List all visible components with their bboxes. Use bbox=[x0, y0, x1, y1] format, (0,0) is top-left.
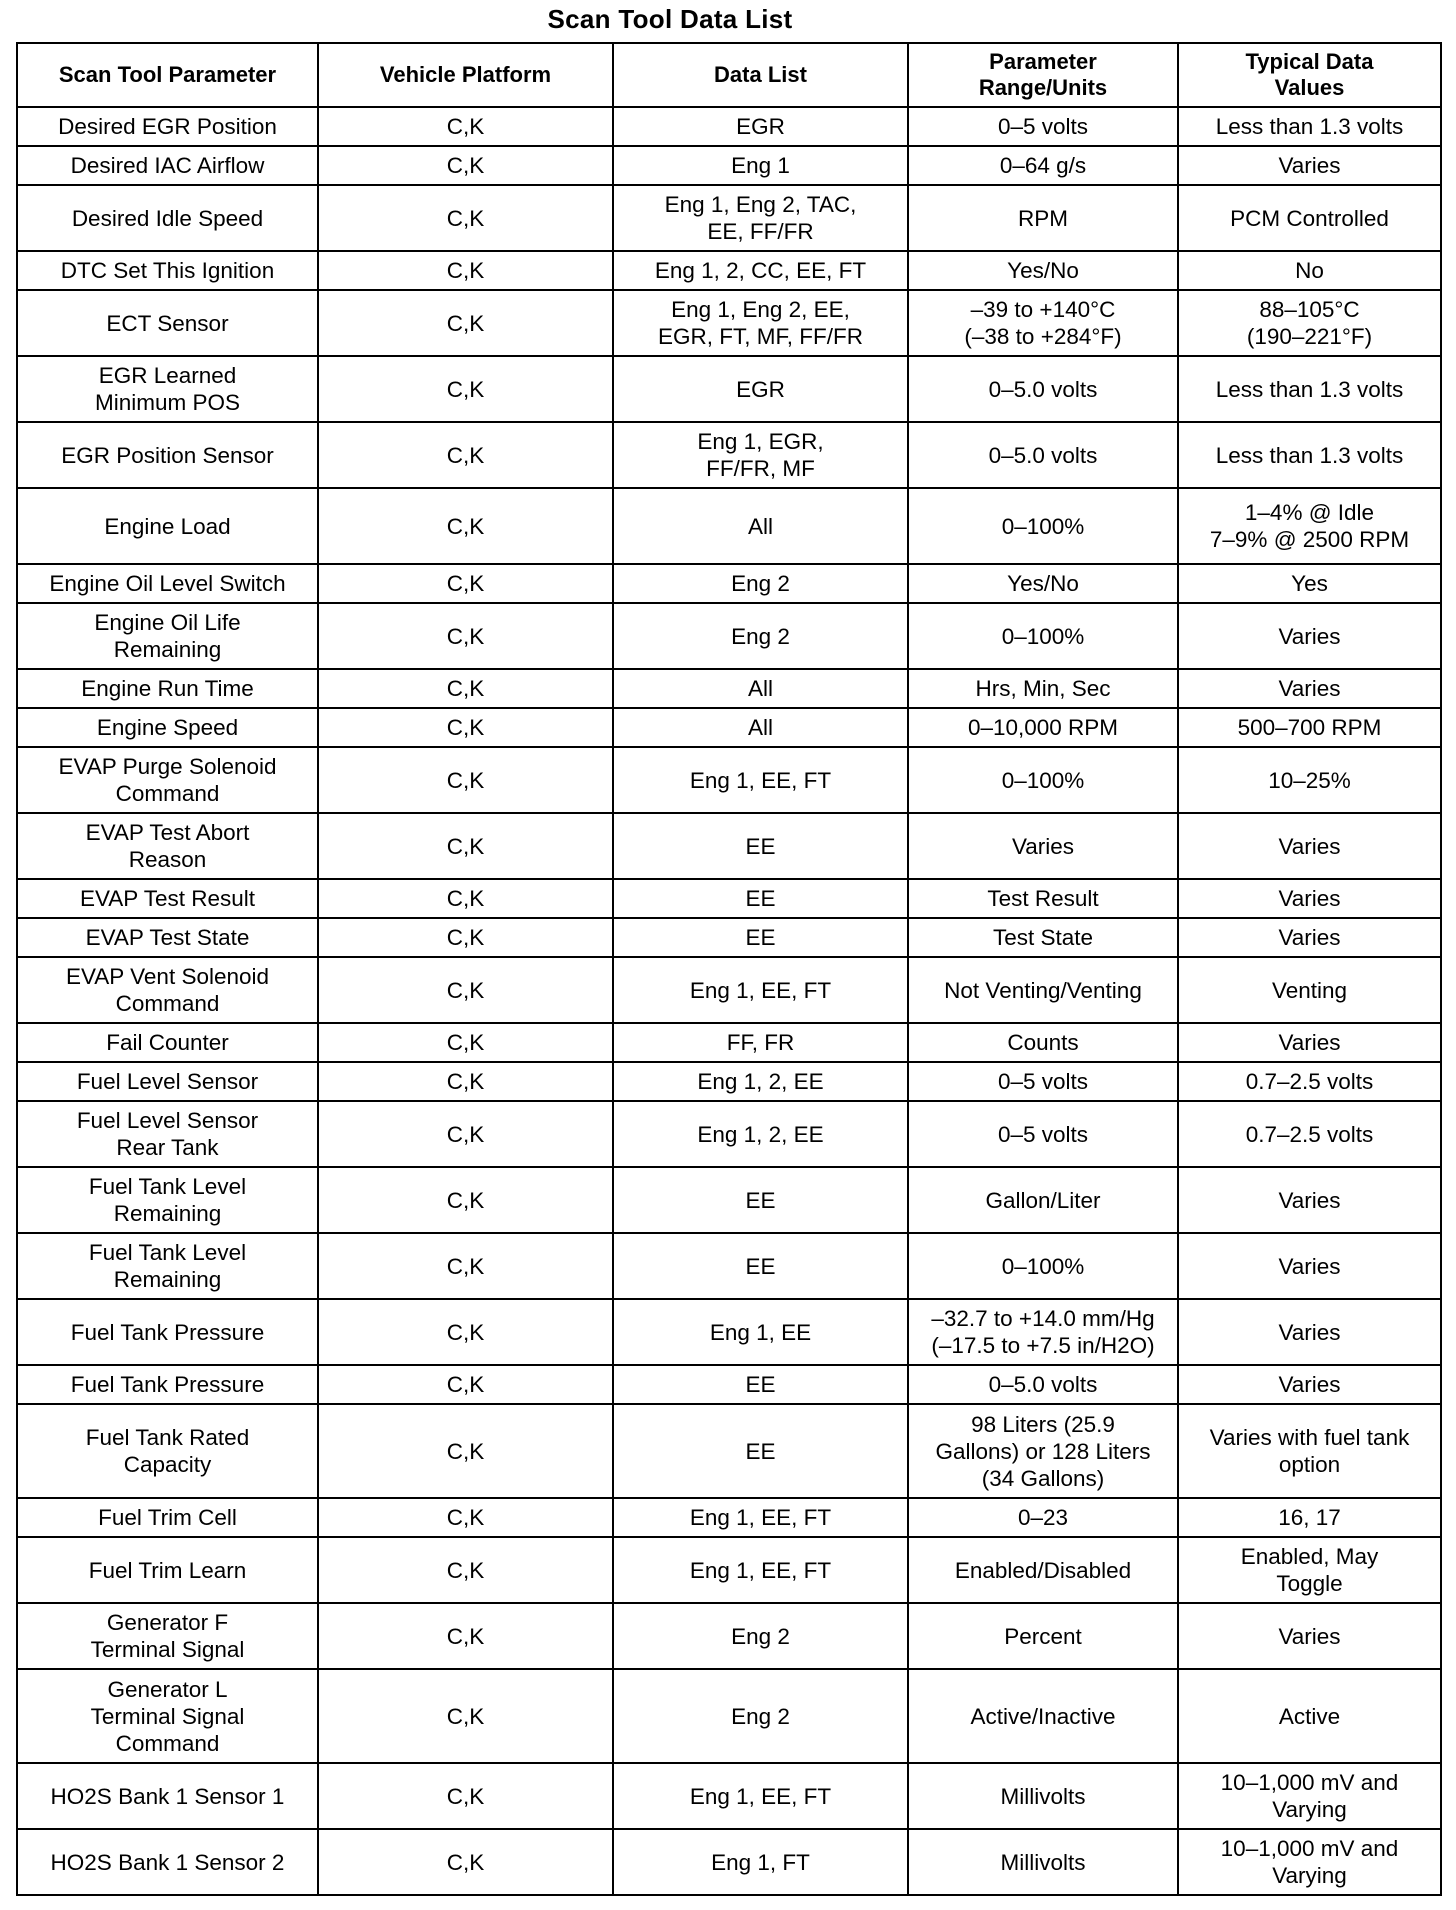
cell-vehicle-platform: C,K bbox=[318, 1299, 613, 1365]
cell-data-list: Eng 1, EE, FT bbox=[613, 747, 908, 813]
cell-vehicle-platform: C,K bbox=[318, 107, 613, 146]
cell-vehicle-platform: C,K bbox=[318, 879, 613, 918]
cell-typical-values: 10–1,000 mV and Varying bbox=[1178, 1829, 1441, 1895]
cell-vehicle-platform: C,K bbox=[318, 488, 613, 564]
table-row bbox=[17, 1404, 1441, 1498]
cell-range-units: Yes/No bbox=[908, 251, 1178, 290]
cell-vehicle-platform: C,K bbox=[318, 708, 613, 747]
cell-typical-values: Less than 1.3 volts bbox=[1178, 422, 1441, 488]
table-row bbox=[17, 1669, 1441, 1763]
cell-vehicle-platform: C,K bbox=[318, 1365, 613, 1404]
cell-typical-values: 0.7–2.5 volts bbox=[1178, 1101, 1441, 1167]
cell-typical-values: Varies bbox=[1178, 1233, 1441, 1299]
cell-parameter: Fuel Level Sensor Rear Tank bbox=[17, 1101, 318, 1167]
table-row bbox=[17, 1062, 1441, 1101]
cell-range-units: 0–5 volts bbox=[908, 1101, 1178, 1167]
table-row bbox=[17, 290, 1441, 356]
cell-typical-values: Less than 1.3 volts bbox=[1178, 107, 1441, 146]
cell-parameter: HO2S Bank 1 Sensor 1 bbox=[17, 1763, 318, 1829]
cell-data-list: Eng 2 bbox=[613, 1603, 908, 1669]
cell-data-list: Eng 1, EE bbox=[613, 1299, 908, 1365]
cell-typical-values: 500–700 RPM bbox=[1178, 708, 1441, 747]
header-row bbox=[17, 43, 1441, 107]
table-row bbox=[17, 957, 1441, 1023]
table-row bbox=[17, 879, 1441, 918]
cell-typical-values: Active bbox=[1178, 1669, 1441, 1763]
table-row bbox=[17, 1167, 1441, 1233]
cell-typical-values: Yes bbox=[1178, 564, 1441, 603]
cell-data-list: Eng 1, Eng 2, TAC, EE, FF/FR bbox=[613, 185, 908, 251]
header-data-list: Data List bbox=[613, 43, 908, 107]
cell-vehicle-platform: C,K bbox=[318, 1233, 613, 1299]
cell-vehicle-platform: C,K bbox=[318, 1167, 613, 1233]
cell-typical-values: Varies bbox=[1178, 918, 1441, 957]
table-row bbox=[17, 1233, 1441, 1299]
cell-range-units: 98 Liters (25.9 Gallons) or 128 Liters (34 Gallons) bbox=[908, 1404, 1178, 1498]
cell-range-units: 0–5.0 volts bbox=[908, 356, 1178, 422]
cell-range-units: Counts bbox=[908, 1023, 1178, 1062]
cell-parameter: EVAP Test State bbox=[17, 918, 318, 957]
cell-typical-values: Varies with fuel tank option bbox=[1178, 1404, 1441, 1498]
table-row bbox=[17, 708, 1441, 747]
cell-data-list: EE bbox=[613, 1365, 908, 1404]
cell-data-list: All bbox=[613, 669, 908, 708]
table-row bbox=[17, 918, 1441, 957]
cell-parameter: HO2S Bank 1 Sensor 2 bbox=[17, 1829, 318, 1895]
cell-parameter: ECT Sensor bbox=[17, 290, 318, 356]
cell-typical-values: No bbox=[1178, 251, 1441, 290]
table-row bbox=[17, 1365, 1441, 1404]
table-row bbox=[17, 1299, 1441, 1365]
cell-range-units: 0–5 volts bbox=[908, 1062, 1178, 1101]
cell-parameter: Desired IAC Airflow bbox=[17, 146, 318, 185]
table-row bbox=[17, 669, 1441, 708]
cell-vehicle-platform: C,K bbox=[318, 813, 613, 879]
cell-range-units: Test Result bbox=[908, 879, 1178, 918]
cell-parameter: Fuel Tank Level Remaining bbox=[17, 1167, 318, 1233]
cell-parameter: Engine Speed bbox=[17, 708, 318, 747]
cell-range-units: Millivolts bbox=[908, 1829, 1178, 1895]
cell-parameter: Desired Idle Speed bbox=[17, 185, 318, 251]
cell-vehicle-platform: C,K bbox=[318, 1498, 613, 1537]
cell-parameter: Engine Oil Life Remaining bbox=[17, 603, 318, 669]
cell-typical-values: 10–1,000 mV and Varying bbox=[1178, 1763, 1441, 1829]
cell-range-units: Yes/No bbox=[908, 564, 1178, 603]
cell-typical-values: Less than 1.3 volts bbox=[1178, 356, 1441, 422]
cell-parameter: Generator F Terminal Signal bbox=[17, 1603, 318, 1669]
cell-vehicle-platform: C,K bbox=[318, 1669, 613, 1763]
header-parameter-range-units: Parameter Range/Units bbox=[908, 43, 1178, 107]
cell-parameter: Fail Counter bbox=[17, 1023, 318, 1062]
cell-range-units: Enabled/Disabled bbox=[908, 1537, 1178, 1603]
table-row bbox=[17, 422, 1441, 488]
cell-data-list: Eng 2 bbox=[613, 564, 908, 603]
cell-data-list: Eng 1, EE, FT bbox=[613, 1763, 908, 1829]
cell-data-list: Eng 1, EE, FT bbox=[613, 1498, 908, 1537]
cell-typical-values: PCM Controlled bbox=[1178, 185, 1441, 251]
cell-range-units: Gallon/Liter bbox=[908, 1167, 1178, 1233]
cell-vehicle-platform: C,K bbox=[318, 290, 613, 356]
table-row bbox=[17, 107, 1441, 146]
cell-data-list: Eng 2 bbox=[613, 603, 908, 669]
cell-typical-values: Varies bbox=[1178, 669, 1441, 708]
cell-parameter: Engine Oil Level Switch bbox=[17, 564, 318, 603]
cell-range-units: 0–23 bbox=[908, 1498, 1178, 1537]
cell-data-list: Eng 1, FT bbox=[613, 1829, 908, 1895]
cell-parameter: Fuel Trim Cell bbox=[17, 1498, 318, 1537]
cell-typical-values: Varies bbox=[1178, 1023, 1441, 1062]
cell-parameter: EGR Position Sensor bbox=[17, 422, 318, 488]
cell-data-list: Eng 2 bbox=[613, 1669, 908, 1763]
header-scan-tool-parameter: Scan Tool Parameter bbox=[17, 43, 318, 107]
cell-range-units: RPM bbox=[908, 185, 1178, 251]
table-row bbox=[17, 488, 1441, 564]
header-vehicle-platform: Vehicle Platform bbox=[318, 43, 613, 107]
cell-data-list: All bbox=[613, 488, 908, 564]
cell-range-units: 0–5.0 volts bbox=[908, 422, 1178, 488]
cell-parameter: Fuel Trim Learn bbox=[17, 1537, 318, 1603]
table-row bbox=[17, 564, 1441, 603]
cell-parameter: DTC Set This Ignition bbox=[17, 251, 318, 290]
cell-range-units: Test State bbox=[908, 918, 1178, 957]
cell-range-units: Active/Inactive bbox=[908, 1669, 1178, 1763]
cell-range-units: 0–5.0 volts bbox=[908, 1365, 1178, 1404]
cell-vehicle-platform: C,K bbox=[318, 1101, 613, 1167]
cell-parameter: Fuel Tank Rated Capacity bbox=[17, 1404, 318, 1498]
cell-vehicle-platform: C,K bbox=[318, 1763, 613, 1829]
cell-range-units: –32.7 to +14.0 mm/Hg (–17.5 to +7.5 in/H2O) bbox=[908, 1299, 1178, 1365]
cell-typical-values: 1–4% @ Idle 7–9% @ 2500 RPM bbox=[1178, 488, 1441, 564]
cell-vehicle-platform: C,K bbox=[318, 251, 613, 290]
cell-parameter: Engine Load bbox=[17, 488, 318, 564]
cell-vehicle-platform: C,K bbox=[318, 603, 613, 669]
cell-range-units: Millivolts bbox=[908, 1763, 1178, 1829]
cell-data-list: EGR bbox=[613, 107, 908, 146]
cell-data-list: EE bbox=[613, 918, 908, 957]
cell-parameter: Generator L Terminal Signal Command bbox=[17, 1669, 318, 1763]
cell-typical-values: Varies bbox=[1178, 1603, 1441, 1669]
cell-parameter: Desired EGR Position bbox=[17, 107, 318, 146]
cell-range-units: 0–100% bbox=[908, 1233, 1178, 1299]
cell-range-units: Percent bbox=[908, 1603, 1178, 1669]
cell-typical-values: Varies bbox=[1178, 813, 1441, 879]
cell-parameter: EGR Learned Minimum POS bbox=[17, 356, 318, 422]
table-title: Scan Tool Data List bbox=[547, 4, 793, 34]
cell-typical-values: 10–25% bbox=[1178, 747, 1441, 813]
table-row bbox=[17, 185, 1441, 251]
cell-parameter: Fuel Level Sensor bbox=[17, 1062, 318, 1101]
cell-vehicle-platform: C,K bbox=[318, 1404, 613, 1498]
cell-typical-values: 88–105°C (190–221°F) bbox=[1178, 290, 1441, 356]
table-row bbox=[17, 1537, 1441, 1603]
cell-range-units: 0–10,000 RPM bbox=[908, 708, 1178, 747]
table-row bbox=[17, 356, 1441, 422]
cell-vehicle-platform: C,K bbox=[318, 1537, 613, 1603]
cell-typical-values: Enabled, May Toggle bbox=[1178, 1537, 1441, 1603]
cell-vehicle-platform: C,K bbox=[318, 669, 613, 708]
cell-range-units: 0–100% bbox=[908, 488, 1178, 564]
cell-parameter: EVAP Purge Solenoid Command bbox=[17, 747, 318, 813]
table-row bbox=[17, 1603, 1441, 1669]
cell-range-units: 0–5 volts bbox=[908, 107, 1178, 146]
table-row bbox=[17, 747, 1441, 813]
cell-data-list: Eng 1, EGR, FF/FR, MF bbox=[613, 422, 908, 488]
cell-typical-values: Varies bbox=[1178, 879, 1441, 918]
cell-typical-values: Varies bbox=[1178, 1299, 1441, 1365]
cell-range-units: 0–100% bbox=[908, 603, 1178, 669]
cell-parameter: Fuel Tank Pressure bbox=[17, 1299, 318, 1365]
cell-range-units: Hrs, Min, Sec bbox=[908, 669, 1178, 708]
cell-typical-values: Varies bbox=[1178, 603, 1441, 669]
cell-range-units: 0–100% bbox=[908, 747, 1178, 813]
cell-parameter: EVAP Test Abort Reason bbox=[17, 813, 318, 879]
cell-range-units: Varies bbox=[908, 813, 1178, 879]
table-row bbox=[17, 1498, 1441, 1537]
cell-data-list: Eng 1, 2, CC, EE, FT bbox=[613, 251, 908, 290]
cell-typical-values: 0.7–2.5 volts bbox=[1178, 1062, 1441, 1101]
cell-data-list: Eng 1, EE, FT bbox=[613, 1537, 908, 1603]
table-body bbox=[17, 107, 1441, 1895]
cell-typical-values: Varies bbox=[1178, 146, 1441, 185]
cell-data-list: EE bbox=[613, 1404, 908, 1498]
table-row bbox=[17, 1763, 1441, 1829]
cell-typical-values: Varies bbox=[1178, 1167, 1441, 1233]
cell-data-list: EGR bbox=[613, 356, 908, 422]
header-typical-data-values: Typical Data Values bbox=[1178, 43, 1441, 107]
cell-parameter: Engine Run Time bbox=[17, 669, 318, 708]
cell-vehicle-platform: C,K bbox=[318, 918, 613, 957]
cell-data-list: FF, FR bbox=[613, 1023, 908, 1062]
cell-typical-values: 16, 17 bbox=[1178, 1498, 1441, 1537]
cell-data-list: All bbox=[613, 708, 908, 747]
cell-vehicle-platform: C,K bbox=[318, 747, 613, 813]
table-row bbox=[17, 251, 1441, 290]
table-row bbox=[17, 813, 1441, 879]
cell-data-list: Eng 1, 2, EE bbox=[613, 1101, 908, 1167]
cell-vehicle-platform: C,K bbox=[318, 957, 613, 1023]
scan-tool-data-table bbox=[16, 42, 1442, 1896]
cell-vehicle-platform: C,K bbox=[318, 1062, 613, 1101]
cell-data-list: EE bbox=[613, 879, 908, 918]
table-row bbox=[17, 1023, 1441, 1062]
cell-vehicle-platform: C,K bbox=[318, 1023, 613, 1062]
table-row bbox=[17, 1101, 1441, 1167]
cell-vehicle-platform: C,K bbox=[318, 356, 613, 422]
cell-vehicle-platform: C,K bbox=[318, 422, 613, 488]
cell-vehicle-platform: C,K bbox=[318, 185, 613, 251]
table-row bbox=[17, 603, 1441, 669]
cell-parameter: Fuel Tank Level Remaining bbox=[17, 1233, 318, 1299]
cell-range-units: 0–64 g/s bbox=[908, 146, 1178, 185]
cell-parameter: EVAP Vent Solenoid Command bbox=[17, 957, 318, 1023]
cell-data-list: Eng 1, Eng 2, EE, EGR, FT, MF, FF/FR bbox=[613, 290, 908, 356]
cell-vehicle-platform: C,K bbox=[318, 1603, 613, 1669]
cell-range-units: –39 to +140°C (–38 to +284°F) bbox=[908, 290, 1178, 356]
table-row bbox=[17, 146, 1441, 185]
cell-parameter: EVAP Test Result bbox=[17, 879, 318, 918]
cell-typical-values: Venting bbox=[1178, 957, 1441, 1023]
cell-vehicle-platform: C,K bbox=[318, 146, 613, 185]
cell-range-units: Not Venting/Venting bbox=[908, 957, 1178, 1023]
cell-vehicle-platform: C,K bbox=[318, 564, 613, 603]
cell-data-list: Eng 1 bbox=[613, 146, 908, 185]
table-row bbox=[17, 1829, 1441, 1895]
cell-data-list: EE bbox=[613, 1233, 908, 1299]
cell-data-list: EE bbox=[613, 1167, 908, 1233]
cell-data-list: Eng 1, EE, FT bbox=[613, 957, 908, 1023]
cell-data-list: Eng 1, 2, EE bbox=[613, 1062, 908, 1101]
cell-parameter: Fuel Tank Pressure bbox=[17, 1365, 318, 1404]
cell-vehicle-platform: C,K bbox=[318, 1829, 613, 1895]
cell-data-list: EE bbox=[613, 813, 908, 879]
cell-typical-values: Varies bbox=[1178, 1365, 1441, 1404]
